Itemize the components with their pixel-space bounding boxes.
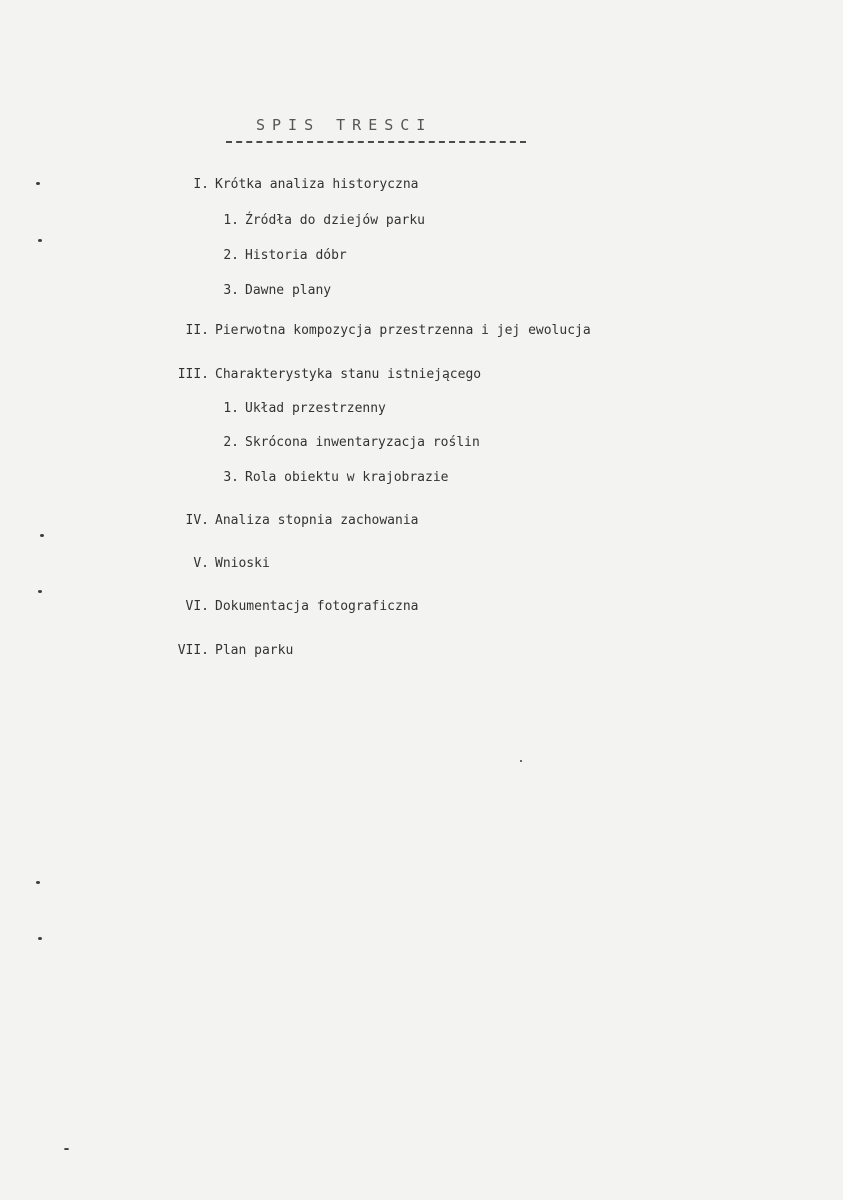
margin-speck (38, 590, 42, 593)
toc-entry-number: 3. (223, 470, 239, 485)
toc-entry-text: Analiza stopnia zachowania (215, 513, 419, 528)
toc-entry-number: VI. (185, 599, 209, 614)
toc-entry-text: Krótka analiza historyczna (215, 177, 419, 192)
margin-speck (520, 760, 522, 762)
toc-entry-number: V. (193, 556, 209, 571)
toc-entry-text: Plan parku (215, 643, 294, 658)
toc-entry-text: Skrócona inwentaryzacja roślin (245, 435, 480, 450)
margin-speck (38, 239, 42, 242)
margin-speck (38, 937, 42, 940)
toc-entry-number: III. (177, 367, 209, 382)
toc-entry (223, 432, 480, 454)
toc-entry-text: Układ przestrzenny (245, 401, 386, 416)
toc-entry-text: Źródła do dziejów parku (245, 213, 426, 228)
toc-entry-text: Wnioski (215, 556, 270, 571)
toc-entry-number: IV. (185, 513, 209, 528)
toc-entry-number: 3. (223, 283, 239, 298)
toc-entry-number: 2. (223, 248, 239, 263)
toc-entry-number: 1. (223, 213, 239, 228)
title-underline (226, 141, 526, 143)
toc-entry (177, 640, 294, 662)
margin-speck (36, 881, 40, 884)
toc-entry (223, 245, 347, 267)
toc-entry-number: 2. (223, 435, 239, 450)
toc-entry (223, 210, 426, 232)
toc-entry-text: Dokumentacja fotograficzna (215, 599, 419, 614)
page-title: SPIS TRESCI (256, 116, 433, 134)
toc-entry (193, 174, 419, 196)
toc-entry (193, 553, 270, 575)
toc-entry-number: VII. (177, 643, 209, 658)
toc-entry-text: Dawne plany (245, 283, 332, 298)
toc-entry (223, 280, 332, 302)
margin-speck (40, 534, 44, 537)
toc-entry (177, 364, 482, 386)
toc-entry (185, 510, 419, 532)
margin-speck (36, 182, 40, 185)
toc-entry (185, 596, 419, 618)
toc-entry-text: Rola obiektu w krajobrazie (245, 470, 449, 485)
toc-entry-text: Historia dóbr (245, 248, 347, 263)
margin-speck (64, 1148, 69, 1150)
toc-entry-number: 1. (223, 401, 239, 416)
toc-entry-number: I. (193, 177, 209, 192)
toc-entry (185, 320, 591, 342)
toc-entry (223, 398, 386, 420)
toc-entry-text: Pierwotna kompozycja przestrzenna i jej ewolucja (215, 323, 591, 338)
toc-entry-number: II. (185, 323, 209, 338)
toc-entry (223, 467, 449, 489)
toc-entry-text: Charakterystyka stanu istniejącego (215, 367, 482, 382)
